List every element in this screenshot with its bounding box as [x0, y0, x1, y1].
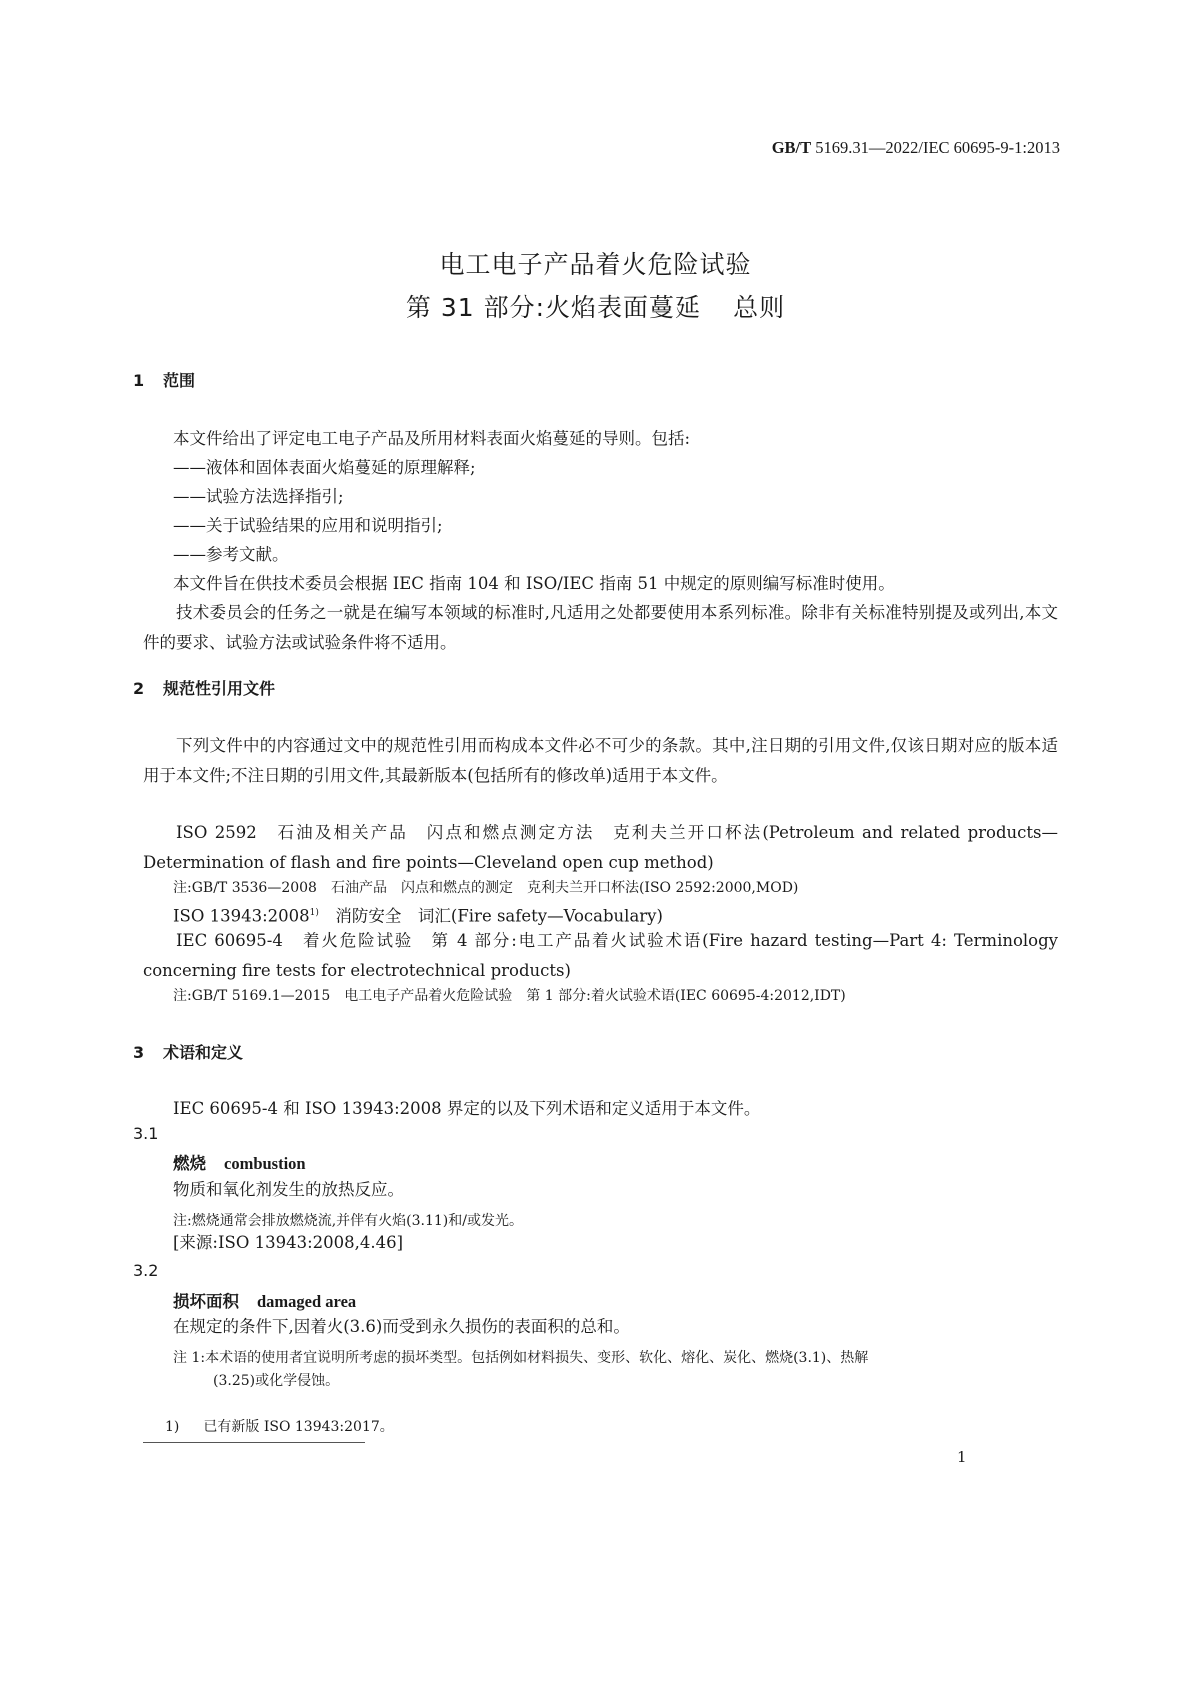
term-number: 3.1	[133, 1124, 159, 1143]
title-part: 第 31 部分:火焰表面蔓延	[405, 293, 702, 322]
term-number: 3.2	[133, 1261, 159, 1280]
section-1-intro: 本文件给出了评定电工电子产品及所用材料表面火焰蔓延的导则。包括:	[173, 429, 691, 448]
term-note: 注 1:本术语的使用者宜说明所考虑的损坏类型。包括例如材料损失、变形、软化、熔化、炭化、燃烧(3.1)、热解	[173, 1350, 869, 1366]
reference-iso-2592: ISO 2592 石油及相关产品 闪点和燃点测定方法 克利夫兰开口杯法(Petroleum and related products—Determination of flash and fire points—Cleveland open cup method)	[143, 823, 1058, 872]
term-zh: 损坏面积	[173, 1292, 239, 1311]
section-1-para3: 技术委员会的任务之一就是在编写本领域的标准时,凡适用之处都要使用本系列标准。除非有关标准特别提及或列出,本文件的要求、试验方法或试验条件将不适用。	[143, 603, 1058, 652]
reference-iso-13943-title: 消防安全 词汇(Fire safety—Vocabulary)	[318, 906, 663, 926]
section-3-title: 术语和定义	[163, 1043, 244, 1062]
footnote-marker: 1)	[309, 908, 319, 918]
title-general: 总则	[733, 293, 786, 322]
standard-code-prefix: GB/T	[771, 138, 812, 157]
term-note: 注:燃烧通常会排放燃烧流,并伴有火焰(3.11)和/或发光。	[173, 1213, 523, 1229]
term-source: [来源:ISO 13943:2008,4.46]	[173, 1233, 404, 1252]
term-note-continued: (3.25)或化学侵蚀。	[213, 1373, 340, 1389]
footnote-mark: 1)	[165, 1419, 180, 1435]
term-definition: 在规定的条件下,因着火(3.6)而受到永久损伤的表面积的总和。	[173, 1317, 630, 1336]
term-en: combustion	[224, 1154, 306, 1173]
section-1-title: 范围	[163, 371, 196, 390]
term-zh: 燃烧	[173, 1154, 206, 1173]
footnote-divider	[143, 1442, 365, 1443]
list-item: ——参考文献。	[173, 545, 289, 564]
reference-iso-13943-code: ISO 13943:2008	[173, 906, 310, 926]
section-3-heading	[133, 1040, 243, 1063]
section-2-heading	[133, 676, 275, 699]
section-3-number: 3	[133, 1043, 145, 1062]
section-2-number: 2	[133, 679, 145, 698]
term-heading	[173, 1288, 356, 1312]
term-heading	[173, 1150, 306, 1174]
section-2-intro: 下列文件中的内容通过文中的规范性引用而构成本文件必不可少的条款。其中,注日期的引用文件,仅该日期对应的版本适用于本文件;不注日期的引用文件,其最新版本(包括所有的修改单)适用于本文件。	[143, 736, 1058, 785]
section-1-heading	[133, 368, 195, 391]
footnote-text: 已有新版 ISO 13943:2017。	[203, 1419, 394, 1435]
list-item: ——关于试验结果的应用和说明指引;	[173, 516, 443, 535]
reference-iec-60695-4: IEC 60695-4 着火危险试验 第 4 部分:电工产品着火试验术语(Fire hazard testing—Part 4: Terminology concerning fire tests for electrotechnical products)	[143, 931, 1058, 980]
section-3-intro: IEC 60695-4 和 ISO 13943:2008 界定的以及下列术语和定义适用于本文件。	[173, 1099, 761, 1118]
document-title-line2	[0, 288, 1191, 324]
reference-note: 注:GB/T 5169.1—2015 电工电子产品着火危险试验 第 1 部分:着火试验术语(IEC 60695-4:2012,IDT)	[173, 988, 846, 1004]
reference-note: 注:GB/T 3536—2008 石油产品 闪点和燃点的测定 克利夫兰开口杯法(ISO 2592:2000,MOD)	[173, 880, 799, 896]
section-1-para2: 本文件旨在供技术委员会根据 IEC 指南 104 和 ISO/IEC 指南 51 中规定的原则编写标准时使用。	[173, 574, 895, 593]
list-item: ——液体和固体表面火焰蔓延的原理解释;	[173, 458, 476, 477]
standard-code	[772, 138, 1060, 158]
section-1-number: 1	[133, 371, 145, 390]
page-number: 1	[957, 1448, 967, 1466]
standard-code-rest: 5169.31—2022/IEC 60695-9-1:2013	[815, 138, 1060, 157]
list-item: ——试验方法选择指引;	[173, 487, 344, 506]
term-definition: 物质和氧化剂发生的放热反应。	[173, 1180, 404, 1199]
term-en: damaged area	[257, 1292, 357, 1311]
document-title-line1: 电工电子产品着火危险试验	[439, 250, 752, 279]
section-2-title: 规范性引用文件	[163, 679, 276, 698]
footnote	[165, 1416, 394, 1436]
